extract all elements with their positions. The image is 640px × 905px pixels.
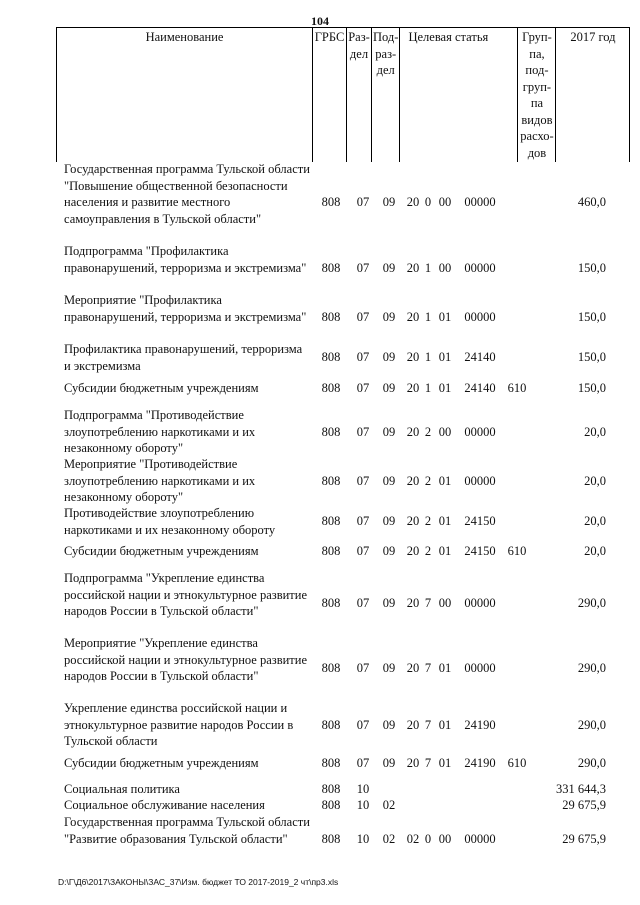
table-row bbox=[0, 543, 640, 560]
row-t2: 7 bbox=[424, 718, 432, 732]
row-t1: 20 bbox=[406, 514, 420, 528]
table-row bbox=[0, 380, 640, 397]
row-t4: 00000 bbox=[464, 425, 496, 439]
row-amount: 20,0 bbox=[584, 544, 606, 558]
row-t3: 01 bbox=[438, 756, 452, 770]
row-grbs: 808 bbox=[321, 514, 341, 528]
row-rz: 07 bbox=[356, 514, 370, 528]
row-t2: 1 bbox=[424, 350, 432, 364]
row-name: Государственная программа Тульской области "Развитие образования Тульской области" bbox=[64, 815, 310, 846]
row-name: Субсидии бюджетным учреждениям bbox=[64, 381, 259, 395]
row-amount: 20,0 bbox=[584, 474, 606, 488]
row-t3: 01 bbox=[438, 661, 452, 675]
row-t4: 00000 bbox=[464, 832, 496, 846]
row-pr: 09 bbox=[382, 350, 396, 364]
row-pr: 09 bbox=[382, 661, 396, 675]
row-pr: 09 bbox=[382, 381, 396, 395]
row-t2: 0 bbox=[424, 832, 432, 846]
row-pr: 09 bbox=[382, 474, 396, 488]
row-t1: 20 bbox=[406, 544, 420, 558]
row-name: Подпрограмма "Профилактика правонарушений, терроризма и экстремизма" bbox=[64, 244, 307, 275]
row-t3: 00 bbox=[438, 832, 452, 846]
row-t4: 24190 bbox=[464, 756, 496, 770]
header-year: 2017 год bbox=[556, 28, 630, 163]
row-amount: 150,0 bbox=[577, 261, 606, 275]
row-name: Подпрограмма "Укрепление единства российской нации и этнокультурное развитие народов России в Тульской области" bbox=[64, 571, 307, 618]
row-rz: 10 bbox=[356, 798, 370, 812]
row-t3: 01 bbox=[438, 474, 452, 488]
row-amount: 331 644,3 bbox=[556, 782, 606, 796]
row-t3: 01 bbox=[438, 310, 452, 324]
table-row bbox=[0, 700, 640, 750]
row-grbs: 808 bbox=[321, 350, 341, 364]
row-grbs: 808 bbox=[321, 544, 341, 558]
row-name: Мероприятие "Укрепление единства российской нации и этнокультурное развитие народов России в Тульской области" bbox=[64, 636, 307, 683]
row-rz: 07 bbox=[356, 661, 370, 675]
row-t2: 0 bbox=[424, 195, 432, 209]
row-t2: 2 bbox=[424, 544, 432, 558]
row-rz: 07 bbox=[356, 425, 370, 439]
row-grbs: 808 bbox=[321, 661, 341, 675]
row-amount: 29 675,9 bbox=[562, 798, 606, 812]
table-row bbox=[0, 814, 640, 864]
row-rz: 07 bbox=[356, 544, 370, 558]
row-t3: 00 bbox=[438, 425, 452, 439]
row-pr: 09 bbox=[382, 310, 396, 324]
row-t2: 2 bbox=[424, 425, 432, 439]
row-pr: 09 bbox=[382, 195, 396, 209]
row-rz: 07 bbox=[356, 195, 370, 209]
header-section: Раз- дел bbox=[347, 28, 372, 163]
row-t2: 1 bbox=[424, 310, 432, 324]
row-grbs: 808 bbox=[321, 756, 341, 770]
row-amount: 460,0 bbox=[577, 195, 606, 209]
row-t3: 01 bbox=[438, 718, 452, 732]
row-name: Мероприятие "Профилактика правонарушений, терроризма и экстремизма" bbox=[64, 293, 307, 324]
row-t1: 20 bbox=[406, 718, 420, 732]
row-name: Социальное обслуживание населения bbox=[64, 798, 265, 812]
row-vr: 610 bbox=[507, 756, 527, 770]
row-amount: 290,0 bbox=[577, 596, 606, 610]
row-grbs: 808 bbox=[321, 261, 341, 275]
row-rz: 07 bbox=[356, 310, 370, 324]
row-t4: 00000 bbox=[464, 310, 496, 324]
header-grbs: ГРБС bbox=[313, 28, 347, 163]
row-t4: 24140 bbox=[464, 350, 496, 364]
table-row bbox=[0, 797, 640, 814]
file-path-footer: D:\Г\Д6\2017\ЗАКОНЫ\ЗАС_37\Изм. бюджет ТО 2017-2019_2 чт\пр3.xls bbox=[58, 877, 339, 887]
table-row bbox=[0, 161, 640, 244]
row-pr: 09 bbox=[382, 425, 396, 439]
row-t4: 24150 bbox=[464, 544, 496, 558]
row-name: Субсидии бюджетным учреждениям bbox=[64, 756, 259, 770]
row-t4: 24190 bbox=[464, 718, 496, 732]
row-t4: 00000 bbox=[464, 661, 496, 675]
row-name: Субсидии бюджетным учреждениям bbox=[64, 544, 259, 558]
row-t4: 00000 bbox=[464, 261, 496, 275]
row-rz: 07 bbox=[356, 261, 370, 275]
row-t1: 20 bbox=[406, 596, 420, 610]
row-amount: 290,0 bbox=[577, 718, 606, 732]
row-t1: 20 bbox=[406, 350, 420, 364]
row-t4: 00000 bbox=[464, 474, 496, 488]
row-t1: 20 bbox=[406, 310, 420, 324]
row-grbs: 808 bbox=[321, 310, 341, 324]
table-row bbox=[0, 635, 640, 701]
row-amount: 150,0 bbox=[577, 310, 606, 324]
row-t1: 20 bbox=[406, 474, 420, 488]
row-name: Подпрограмма "Противодействие злоупотреблению наркотиками и их незаконному обороту" bbox=[64, 408, 256, 455]
row-rz: 10 bbox=[356, 782, 370, 796]
row-t4: 24150 bbox=[464, 514, 496, 528]
table-row bbox=[0, 505, 640, 538]
row-rz: 07 bbox=[356, 350, 370, 364]
table-row bbox=[0, 781, 640, 798]
row-name: Профилактика правонарушений, терроризма и экстремизма bbox=[64, 342, 303, 373]
row-t2: 7 bbox=[424, 756, 432, 770]
row-amount: 290,0 bbox=[577, 661, 606, 675]
row-t3: 00 bbox=[438, 261, 452, 275]
row-pr: 09 bbox=[382, 596, 396, 610]
header-group: Груп- па, под- груп- па видов расхо- дов bbox=[518, 28, 556, 163]
row-name: Социальная политика bbox=[64, 782, 180, 796]
row-t1: 20 bbox=[406, 425, 420, 439]
row-t4: 24140 bbox=[464, 381, 496, 395]
header-name: Наименование bbox=[57, 28, 313, 163]
row-name: Мероприятие "Противодействие злоупотреблению наркотиками и их незаконному обороту" bbox=[64, 457, 256, 504]
table-row bbox=[0, 243, 640, 293]
header-subsection: Под- раз- дел bbox=[372, 28, 400, 163]
table-row bbox=[0, 456, 640, 506]
row-t1: 20 bbox=[406, 756, 420, 770]
row-t3: 00 bbox=[438, 195, 452, 209]
row-t4: 00000 bbox=[464, 195, 496, 209]
row-amount: 290,0 bbox=[577, 756, 606, 770]
row-t1: 20 bbox=[406, 661, 420, 675]
row-t3: 01 bbox=[438, 381, 452, 395]
row-amount: 29 675,9 bbox=[562, 832, 606, 846]
table-row bbox=[0, 292, 640, 342]
row-t2: 2 bbox=[424, 514, 432, 528]
row-name: Противодействие злоупотреблению наркотиками и их незаконному обороту bbox=[64, 506, 276, 537]
row-grbs: 808 bbox=[321, 425, 341, 439]
page-number: 104 bbox=[311, 14, 329, 28]
row-amount: 20,0 bbox=[584, 514, 606, 528]
row-grbs: 808 bbox=[321, 381, 341, 395]
row-t3: 00 bbox=[438, 596, 452, 610]
row-grbs: 808 bbox=[321, 798, 341, 812]
row-amount: 150,0 bbox=[577, 381, 606, 395]
row-name: Укрепление единства российской нации и этнокультурное развитие народов России в Тульской области bbox=[64, 701, 294, 748]
row-grbs: 808 bbox=[321, 474, 341, 488]
row-rz: 07 bbox=[356, 381, 370, 395]
row-rz: 07 bbox=[356, 756, 370, 770]
table-row bbox=[0, 755, 640, 772]
row-grbs: 808 bbox=[321, 718, 341, 732]
row-rz: 07 bbox=[356, 474, 370, 488]
row-t2: 1 bbox=[424, 261, 432, 275]
row-t2: 7 bbox=[424, 661, 432, 675]
row-t4: 00000 bbox=[464, 596, 496, 610]
table-row bbox=[0, 341, 640, 374]
table-row bbox=[0, 570, 640, 636]
row-amount: 150,0 bbox=[577, 350, 606, 364]
row-pr: 09 bbox=[382, 544, 396, 558]
row-t2: 7 bbox=[424, 596, 432, 610]
row-t2: 2 bbox=[424, 474, 432, 488]
row-grbs: 808 bbox=[321, 832, 341, 846]
row-t1: 20 bbox=[406, 381, 420, 395]
row-t1: 20 bbox=[406, 195, 420, 209]
row-pr: 09 bbox=[382, 718, 396, 732]
row-t3: 01 bbox=[438, 514, 452, 528]
table-row bbox=[0, 407, 640, 457]
header-target: Целевая статья bbox=[400, 28, 518, 163]
row-grbs: 808 bbox=[321, 782, 341, 796]
row-pr: 09 bbox=[382, 261, 396, 275]
row-pr: 02 bbox=[382, 832, 396, 846]
row-t1: 20 bbox=[406, 261, 420, 275]
row-t3: 01 bbox=[438, 350, 452, 364]
row-t1: 02 bbox=[406, 832, 420, 846]
row-pr: 09 bbox=[382, 514, 396, 528]
row-pr: 02 bbox=[382, 798, 396, 812]
row-rz: 07 bbox=[356, 596, 370, 610]
row-grbs: 808 bbox=[321, 596, 341, 610]
row-vr: 610 bbox=[507, 544, 527, 558]
row-amount: 20,0 bbox=[584, 425, 606, 439]
row-vr: 610 bbox=[507, 381, 527, 395]
row-rz: 07 bbox=[356, 718, 370, 732]
row-pr: 09 bbox=[382, 756, 396, 770]
row-t2: 1 bbox=[424, 381, 432, 395]
row-grbs: 808 bbox=[321, 195, 341, 209]
row-rz: 10 bbox=[356, 832, 370, 846]
row-name: Государственная программа Тульской области "Повышение общественной безопасности населения и развитие местного самоуправления в Тульской области" bbox=[64, 162, 310, 226]
row-t3: 01 bbox=[438, 544, 452, 558]
